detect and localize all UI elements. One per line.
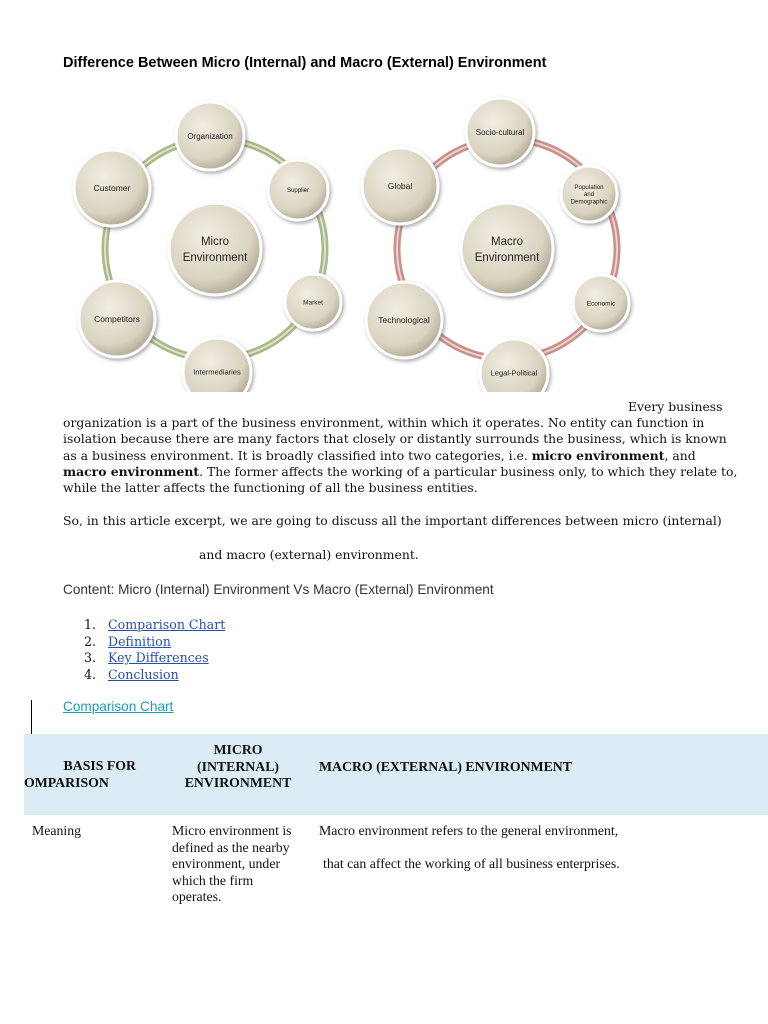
intro-bold-micro: micro environment: [531, 447, 665, 463]
header-basis-line1: BASIS FOR: [63, 758, 136, 773]
toc-link-definition[interactable]: Definition: [108, 633, 171, 649]
toc-item: [84, 617, 225, 634]
diagram-center-label: Environment: [474, 252, 540, 264]
intro-first-words: Every business: [628, 399, 723, 414]
diagram-center-label: Environment: [182, 252, 248, 264]
cell-micro-line: Micro environment is: [172, 823, 292, 838]
cell-micro-line: which the firm: [172, 872, 254, 888]
cell-macro-line: that can affect the working of all business enterprises.: [323, 855, 620, 871]
comparison-table-header: [24, 734, 768, 814]
article-sentence-line1: So, in this article excerpt, we are going to discuss all the important differences between micro (internal): [63, 513, 722, 528]
diagram-node-label: and: [583, 191, 595, 199]
intro-paragraph: [63, 415, 743, 496]
comparison-chart-link[interactable]: Comparison Chart: [63, 699, 174, 714]
header-micro-line3: ENVIRONMENT: [184, 775, 292, 790]
diagram-center-label: Macro: [491, 236, 523, 248]
diagram-node-intermediaries: [183, 338, 251, 392]
table-row: [24, 814, 768, 925]
cell-micro: [172, 823, 302, 906]
diagram-node-label: Economic: [586, 300, 616, 308]
header-micro: [172, 742, 304, 792]
diagram-node-label: Intermediaries: [193, 367, 241, 377]
toc-number: 4.: [84, 666, 97, 682]
diagram-node-label: Organization: [187, 131, 233, 141]
diagram-node-label: Customer: [93, 182, 131, 193]
toc-item: [84, 650, 225, 667]
header-micro-line1: MICRO: [213, 742, 263, 757]
contents-heading: Content: Micro (Internal) Environment Vs Macro (External) Environment: [63, 582, 494, 597]
macro-environment-diagram: [362, 98, 629, 392]
diagram-node-label: Population: [574, 184, 604, 192]
toc-link-key-differences[interactable]: Key Differences: [108, 650, 209, 665]
intro-bold-macro: macro environment: [63, 463, 200, 479]
diagram-node-label: Socio-cultural: [475, 127, 525, 137]
micro-environment-diagram: [74, 102, 341, 392]
diagram-node-legal-political: [480, 339, 548, 392]
header-basis-line2: OMPARISON: [24, 774, 109, 790]
text-cursor: [31, 700, 32, 734]
header-basis: [24, 758, 136, 791]
diagram-node-label: Technological: [378, 314, 430, 325]
intro-text-mid: , and: [664, 447, 696, 463]
diagram-node-label: Supplier: [286, 188, 310, 195]
header-macro: MACRO (EXTERNAL) ENVIRONMENT: [319, 759, 572, 774]
cell-macro-line: Macro environment refers to the general environment,: [319, 823, 619, 838]
toc-item: [84, 667, 225, 684]
intro-text-b: . The former affects the working of a particular business only, to which they relate to, while the latter affects the functioning of all the business entities.: [63, 463, 738, 496]
cell-micro-line: defined as the nearby: [172, 839, 290, 855]
table-of-contents: [84, 617, 225, 683]
diagram-center-label: Micro: [200, 236, 230, 248]
header-micro-line2: (INTERNAL): [196, 758, 280, 774]
cell-micro-line: operates.: [172, 889, 222, 904]
diagram-node-label: Legal-Political: [490, 368, 538, 378]
toc-link-conclusion[interactable]: Conclusion: [108, 666, 179, 682]
article-sentence-line2: and macro (external) environment.: [199, 547, 419, 562]
diagram-node-label: Demographic: [570, 198, 608, 206]
diagram-center-circle: [169, 203, 261, 295]
page-title: Difference Between Micro (Internal) and Macro (External) Environment: [63, 55, 547, 71]
environment-diagrams: [60, 92, 640, 392]
toc-link-comparison-chart[interactable]: Comparison Chart: [108, 617, 226, 632]
cell-macro: [319, 823, 620, 872]
intro-text-a: organization is a part of the business environment, within which it operates. No entity can function in isolation because there are many factors that closely or distantly surrounds the business, which is known as a business environment. It is broadly classified into two categories, i.e.: [63, 415, 727, 463]
toc-item: [84, 634, 225, 651]
toc-number: 1.: [84, 617, 97, 632]
diagram-node-label: Global: [387, 180, 413, 191]
diagram-node-label: Market: [303, 299, 323, 307]
cell-basis: Meaning: [32, 823, 82, 838]
diagram-center-circle: [461, 203, 553, 295]
toc-number: 3.: [84, 650, 97, 665]
diagram-node-label: Competitors: [94, 313, 140, 324]
cell-micro-line: environment, under: [172, 856, 281, 871]
toc-number: 2.: [84, 633, 97, 649]
